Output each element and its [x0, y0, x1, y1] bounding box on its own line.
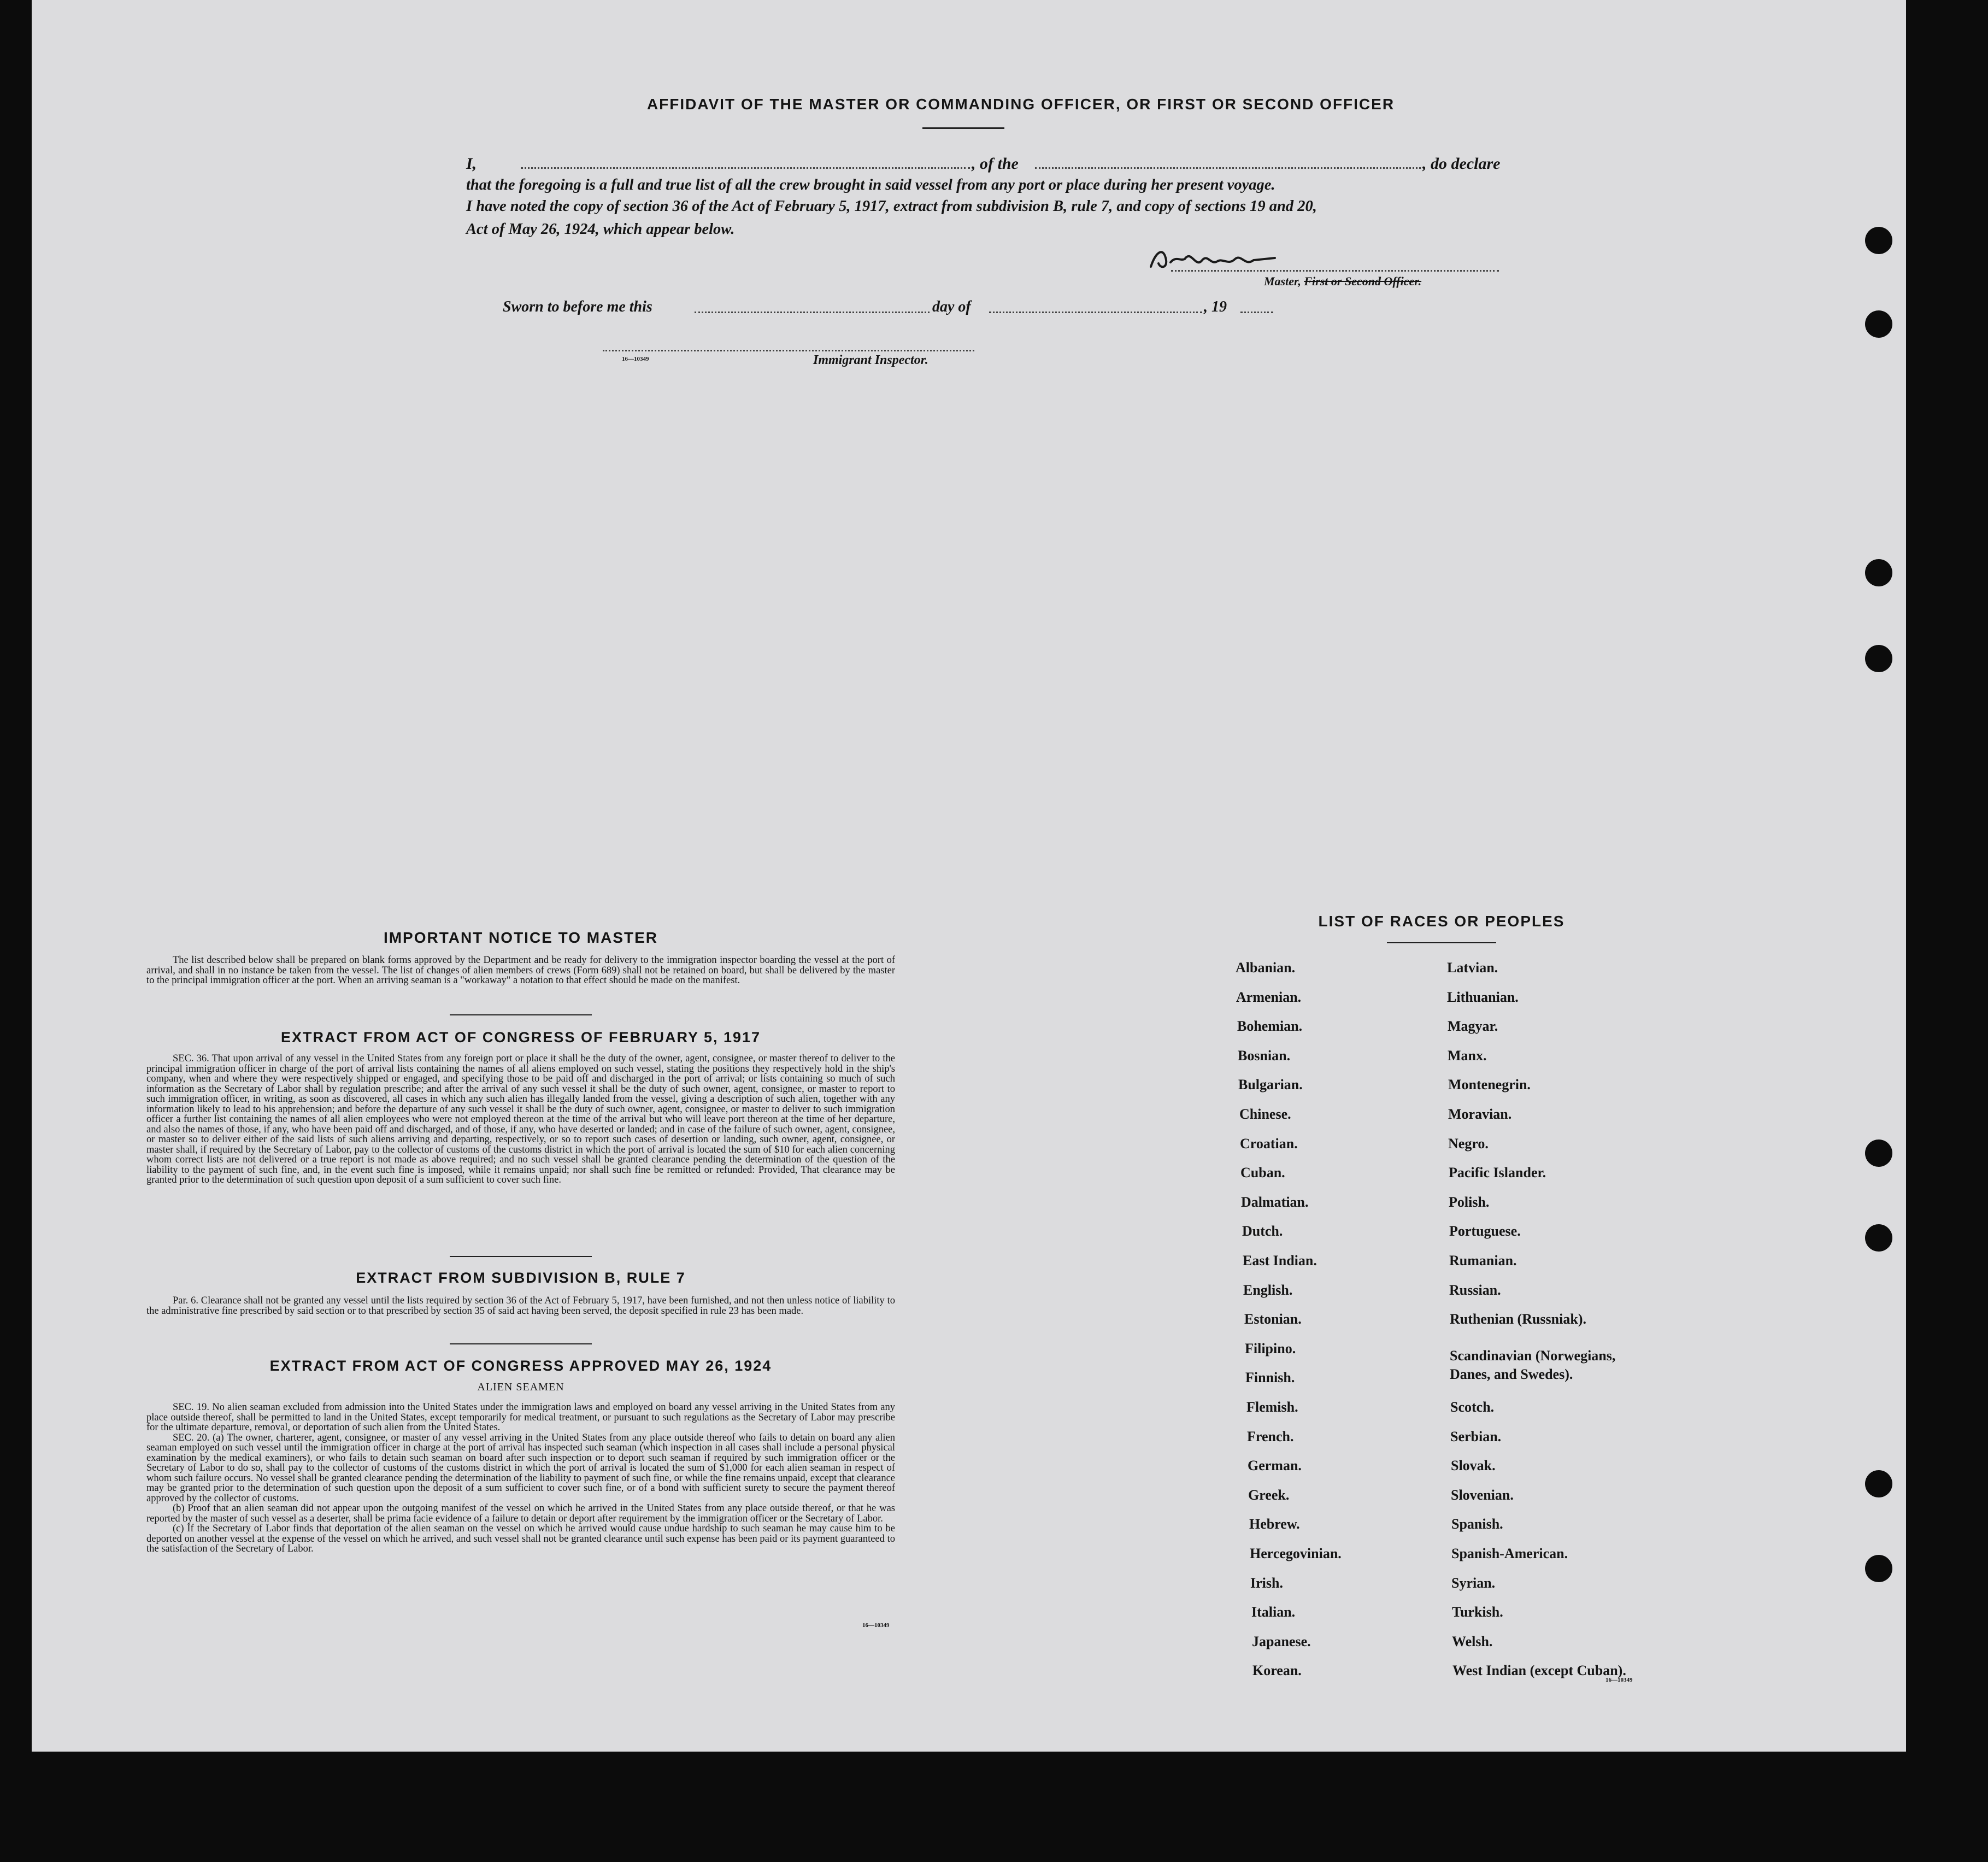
rule-7-paragraph: Par. 6. Clearance shall not be granted any vessel until the lists required by section 36 of the Act of February 5, 1917, have been furnished, and not then unless notice of liability to the administrative fine prescribed by said section or to that prescribed by section 35 of said act having been served, the deposit specified in rule 23 has been made.	[146, 1295, 895, 1317]
race-item: Estonian.	[1244, 1311, 1302, 1327]
race-item: Spanish-American.	[1451, 1546, 1568, 1561]
race-item: Latvian.	[1447, 960, 1498, 976]
master-label	[1264, 274, 1421, 289]
race-item: Filipino.	[1245, 1341, 1296, 1356]
race-item: Polish.	[1449, 1194, 1490, 1210]
section-20b-paragraph: (b) Proof that an alien seaman did not appear upon the outgoing manifest of the vessel on which he arrived in the United States from any place outside thereof, or that he was reported by the master of such vessel as a deserter, shall be prima facie evidence of a failure to detain or deport after requirement by the immigration officer or the Secretary of Labor.	[146, 1503, 895, 1524]
race-item: West Indian (except Cuban).	[1452, 1663, 1626, 1678]
punch-hole	[1865, 310, 1892, 338]
race-item: Hercegovinian.	[1250, 1546, 1342, 1561]
affidavit-line-2: that the foregoing is a full and true list of all the crew brought in said vessel from any port or place during her present voyage.	[466, 177, 1275, 193]
race-item: Pacific Islander.	[1449, 1165, 1546, 1180]
punch-hole	[1865, 645, 1892, 672]
race-item: Scotch.	[1450, 1399, 1495, 1415]
race-item: Ruthenian (Russniak).	[1450, 1311, 1586, 1327]
day-of-label: day of	[932, 298, 971, 315]
race-item: German.	[1248, 1458, 1302, 1473]
affidavit-line-4: Act of May 26, 1924, which appear below.	[466, 221, 735, 238]
year-prefix: , 19	[1204, 298, 1227, 315]
sworn-year-blank	[1240, 312, 1273, 313]
race-item: Scandinavian (Norwegians, Danes, and Swedes).	[1450, 1348, 1616, 1382]
affidavit-i-label: I,	[466, 155, 477, 173]
rule-7-title: EXTRACT FROM SUBDIVISION B, RULE 7	[356, 1270, 686, 1286]
race-item: Bohemian.	[1237, 1018, 1303, 1034]
inspector-line	[603, 350, 974, 351]
race-item: Moravian.	[1448, 1106, 1512, 1122]
section-36-paragraph: SEC. 36. That upon arrival of any vessel in the United States from any foreign port or place it shall be the duty of the owner, agent, consignee, or master thereof to deliver to the principal immigration officer in charge of the port of arrival lists containing the names of all aliens employed on such vessel, stating the positions they respectively hold in the ship's company, when and where they were respectively shipped or engaged, and specifying those to be paid off and discharged in the port of arrival; or lists containing so much of such information as the Secretary of Labor shall by regulation prescribe; and after the arrival of any such vessel it shall be the duty of such owner, agent, consignee, or master to report to such immigration officer, in writing, as soon as discovered, all cases in which any such alien has illegally landed from the vessel, giving a description of such alien, together with any information likely to lead to his apprehension; and before the departure of any such vessel it shall be the duty of such owner, agent, consignee, or master to deliver to such immigration officer a further list containing the names of all alien employees who were not employed thereon at the time of the arrival but who will leave port thereon at the time of her departure, and also the names of those, if any, who have been paid off and discharged, and of those, if any, who have deserted or landed; and in case of the failure of such owner, agent, consignee, or master so to deliver either of the said lists of such aliens arriving and departing, respectively, or so to report such cases of desertion or landing, such owner, agent, consignee, or master shall, if required by the Secretary of Labor, pay to the collector of customs of the customs district in which the port of arrival is located the sum of $10 for each alien concerning whom correct lists are not delivered or a true report is not made as above required; and no such vessel shall be granted clearance pending the determination of the question of the liability to the payment of such fine, and, in the event such fine is imposed, while it remains unpaid; nor shall such fine be remitted or refunded: Provided, That clearance may be granted prior to the determination of such question upon deposit of a sum sufficient to cover such fine.	[146, 1053, 895, 1185]
race-item: Albanian.	[1236, 960, 1296, 976]
sworn-month-blank	[989, 312, 1202, 313]
race-item: Slovak.	[1451, 1458, 1496, 1473]
punch-hole	[1865, 1555, 1892, 1582]
race-item: Syrian.	[1451, 1575, 1496, 1591]
form-page	[32, 0, 1906, 1752]
race-item: Russian.	[1449, 1282, 1501, 1298]
master-label-text: Master,	[1264, 274, 1301, 288]
affidavit-line-3: I have noted the copy of section 36 of the Act of February 5, 1917, extract from subdivision B, rule 7, and copy of sections 19 and 20,	[466, 198, 1317, 215]
race-item: Irish.	[1250, 1575, 1283, 1591]
extract-1917-title: EXTRACT FROM ACT OF CONGRESS OF FEBRUARY 5, 1917	[280, 1029, 761, 1045]
sworn-day-blank	[695, 312, 930, 313]
punch-hole	[1865, 1470, 1892, 1497]
divider	[1387, 942, 1496, 943]
race-item: Greek.	[1248, 1487, 1290, 1503]
name-blank	[521, 167, 970, 169]
race-item: Finnish.	[1245, 1370, 1295, 1385]
vessel-blank	[1035, 167, 1421, 169]
divider	[450, 1343, 592, 1344]
race-item: French.	[1247, 1429, 1294, 1444]
extract-1917-text	[146, 1054, 895, 1185]
inspector-label: Immigrant Inspector.	[813, 353, 928, 367]
divider	[450, 1256, 592, 1257]
race-item: Italian.	[1251, 1604, 1296, 1620]
punch-hole	[1865, 227, 1892, 254]
section-20c-paragraph: (c) If the Secretary of Labor finds that deportation of the alien seaman on the vessel on which he arrived would cause undue hardship to such seaman he may cause him to be deported on another vessel at the expense of the vessel on which he arrived, and such vessel shall not be granted clearance until such expense has been paid or its payment guaranteed to the satisfaction of the Secretary of Labor.	[146, 1523, 895, 1554]
divider	[450, 1014, 592, 1015]
races-title: LIST OF RACES OR PEOPLES	[1318, 913, 1565, 930]
race-item: Bulgarian.	[1238, 1077, 1303, 1092]
signature	[1146, 244, 1335, 277]
race-item: Croatian.	[1240, 1136, 1298, 1152]
form-number: 16—10349	[862, 1622, 890, 1629]
notice-paragraph: The list described below shall be prepared on blank forms approved by the Department and be ready for delivery to the immigration inspector boarding the vessel at the port of arrival, and shall in no instance be taken from the vessel. The list of changes of alien members of crews (Form 689) shall not be retained on board, but shall be delivered by the master to the principal immigration officer at the port. When an arriving seaman is a "workaway" a notation to that effect should be made on the manifest.	[146, 955, 895, 986]
race-item: Portuguese.	[1449, 1223, 1521, 1239]
extract-1924-title: EXTRACT FROM ACT OF CONGRESS APPROVED MAY 26, 1924	[269, 1358, 772, 1374]
affidavit-title: AFFIDAVIT OF THE MASTER OR COMMANDING OFFICER, OR FIRST OR SECOND OFFICER	[646, 96, 1395, 113]
race-item: Spanish.	[1451, 1516, 1503, 1532]
punch-hole	[1865, 559, 1892, 586]
form-number: 16—10349	[622, 356, 649, 362]
struck-officer-label: First or Second Officer.	[1304, 274, 1422, 288]
race-item: Welsh.	[1452, 1634, 1493, 1649]
section-20a-paragraph: SEC. 20. (a) The owner, charterer, agent, consignee, or master of any vessel arriving in the United States from any place outside thereof who fails to detain on board any alien seaman employed on such vessel until the immigration officer in charge at the port of arrival has inspected such seaman (which inspection in all cases shall include a personal physical examination by the medical examiners), or who fails to detain such seaman on board after such inspection or to deport such seaman if required by such immigration officer or the Secretary of Labor to do so, shall pay to the collector of customs of the customs district in which the port of arrival is located the sum of $1,000 for each alien seaman in respect of whom such failure occurs. No vessel shall be granted clearance pending the determination of the liability to payment of such fine, or while the fine remains unpaid, except that clearance may be granted prior to the determination of such question upon the deposit of a sum sufficient to cover such fine, or of a bond with sufficient surety to secure the payment thereof approved by the collector of customs.	[146, 1432, 895, 1504]
sworn-label: Sworn to before me this	[503, 298, 652, 315]
race-item: Bosnian.	[1238, 1048, 1291, 1064]
divider	[922, 127, 1004, 129]
affidavit-do-declare: , do declare	[1422, 155, 1501, 173]
punch-hole	[1865, 1224, 1892, 1252]
alien-seamen-subtitle: ALIEN SEAMEN	[477, 1381, 564, 1393]
race-item: Chinese.	[1239, 1106, 1291, 1122]
punch-hole	[1865, 1139, 1892, 1167]
section-19-paragraph: SEC. 19. No alien seaman excluded from admission into the United States under the immigration laws and employed on board any vessel arriving in the United States from any place outside thereof, shall be permitted to land in the United States, except temporarily for medical treatment, or pursuant to such regulations as the Secretary of Labor may prescribe for the ultimate departure, removal, or deportation of such alien from the United States.	[146, 1402, 895, 1433]
race-item: Rumanian.	[1449, 1253, 1517, 1268]
race-item: Serbian.	[1450, 1429, 1502, 1444]
race-item: Korean.	[1252, 1663, 1302, 1678]
notice-text	[146, 955, 895, 986]
race-item: Magyar.	[1448, 1018, 1498, 1034]
form-number: 16—10349	[1605, 1677, 1633, 1683]
race-item: East Indian.	[1243, 1253, 1317, 1268]
race-item: Cuban.	[1240, 1165, 1285, 1180]
race-item: Dutch.	[1242, 1223, 1283, 1239]
race-item: Lithuanian.	[1447, 989, 1519, 1005]
extract-1924-text	[146, 1402, 895, 1554]
race-item: English.	[1243, 1282, 1293, 1298]
notice-title: IMPORTANT NOTICE TO MASTER	[383, 929, 658, 946]
race-item: Hebrew.	[1249, 1516, 1300, 1532]
rule-7-text	[146, 1296, 895, 1316]
signature-line	[1171, 270, 1499, 272]
race-item: Armenian.	[1236, 989, 1302, 1005]
race-item: Negro.	[1448, 1136, 1489, 1152]
race-item: Flemish.	[1246, 1399, 1298, 1415]
race-item: Manx.	[1448, 1048, 1487, 1064]
race-item: Dalmatian.	[1241, 1194, 1309, 1210]
race-item: Slovenian.	[1451, 1487, 1514, 1503]
race-item: Japanese.	[1252, 1634, 1311, 1649]
race-item: Montenegrin.	[1448, 1077, 1531, 1092]
race-item: Turkish.	[1452, 1604, 1503, 1620]
affidavit-of-the: , of the	[972, 155, 1019, 173]
